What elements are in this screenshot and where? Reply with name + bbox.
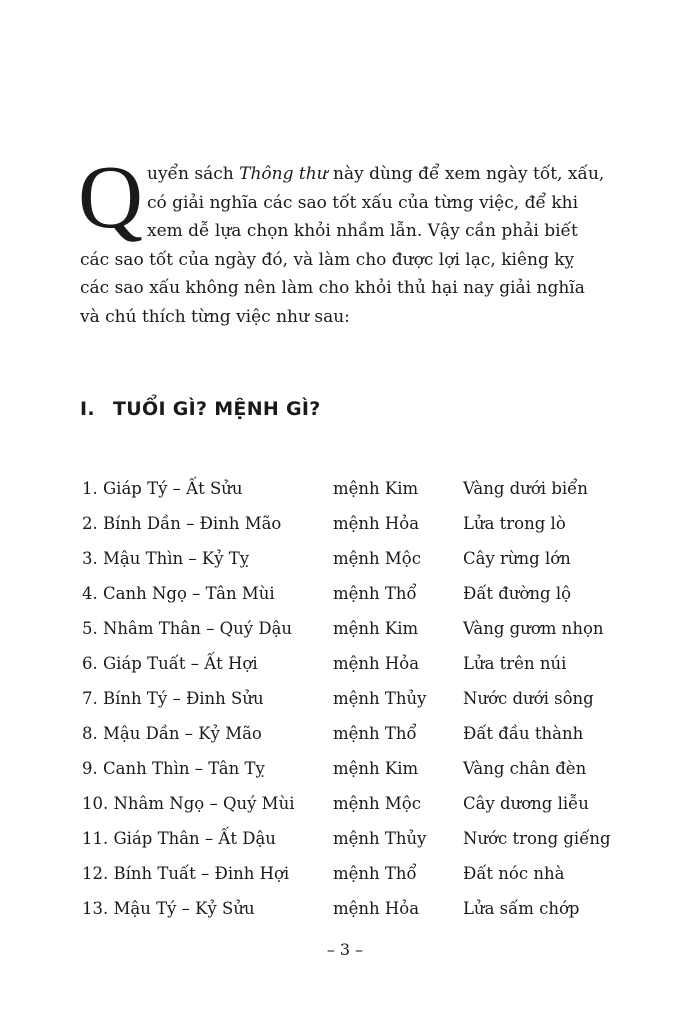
menh-meaning: Đất nóc nhà bbox=[463, 864, 565, 883]
age-pair: 7. Bính Tý – Đinh Sửu bbox=[82, 689, 264, 708]
age-pair: 12. Bính Tuất – Đinh Hợi bbox=[82, 864, 290, 883]
table-row bbox=[82, 826, 622, 861]
section-number: I. bbox=[80, 398, 95, 420]
menh-element: mệnh Hỏa bbox=[333, 899, 420, 918]
book-title: Thông thư bbox=[239, 164, 328, 184]
menh-element: mệnh Hỏa bbox=[333, 654, 420, 673]
table-row bbox=[82, 581, 622, 616]
menh-meaning: Cây dương liễu bbox=[463, 794, 589, 813]
menh-meaning: Vàng chân đèn bbox=[463, 759, 587, 778]
menh-meaning: Đất đầu thành bbox=[463, 724, 584, 743]
menh-meaning: Vàng gươm nhọn bbox=[463, 619, 604, 638]
age-pair: 6. Giáp Tuất – Ất Hợi bbox=[82, 654, 258, 673]
menh-meaning: Đất đường lộ bbox=[463, 584, 572, 603]
table-row bbox=[82, 721, 622, 756]
age-pair: 13. Mậu Tý – Kỷ Sửu bbox=[82, 899, 255, 918]
table-row bbox=[82, 476, 622, 511]
age-pair: 11. Giáp Thân – Ất Dậu bbox=[82, 829, 276, 848]
menh-element: mệnh Kim bbox=[333, 619, 419, 638]
age-pair: 4. Canh Ngọ – Tân Mùi bbox=[82, 584, 275, 603]
menh-element: mệnh Thổ bbox=[333, 724, 417, 743]
menh-element: mệnh Mộc bbox=[333, 794, 421, 813]
page-number: – 3 – bbox=[326, 940, 364, 959]
menh-element: mệnh Thổ bbox=[333, 584, 417, 603]
age-pair: 1. Giáp Tý – Ất Sửu bbox=[82, 479, 243, 498]
menh-meaning: Lửa trong lò bbox=[463, 514, 566, 533]
age-pair: 5. Nhâm Thân – Quý Dậu bbox=[82, 619, 293, 638]
table-row bbox=[82, 511, 622, 546]
menh-element: mệnh Kim bbox=[333, 479, 419, 498]
menh-meaning: Vàng dưới biển bbox=[463, 479, 588, 498]
intro-text-start: uyển sách bbox=[147, 164, 240, 184]
menh-meaning: Cây rừng lớn bbox=[463, 549, 571, 568]
age-pair: 8. Mậu Dần – Kỷ Mão bbox=[82, 724, 262, 743]
menh-element: mệnh Hỏa bbox=[333, 514, 420, 533]
table-row bbox=[82, 896, 622, 931]
intro-paragraph bbox=[78, 148, 605, 332]
menh-element: mệnh Thủy bbox=[333, 829, 427, 848]
menh-meaning: Lửa sấm chớp bbox=[463, 899, 580, 918]
menh-meaning: Lửa trên núi bbox=[463, 654, 567, 673]
age-pair: 9. Canh Thìn – Tân Tỵ bbox=[82, 759, 265, 778]
section-title: TUỔI GÌ? MỆNH GÌ? bbox=[113, 398, 321, 420]
table-row bbox=[82, 756, 622, 791]
table-row bbox=[82, 791, 622, 826]
table-row bbox=[82, 861, 622, 896]
table-row bbox=[82, 651, 622, 686]
section-heading bbox=[80, 398, 321, 420]
age-pair: 3. Mậu Thìn – Kỷ Tỵ bbox=[82, 549, 250, 568]
table-row bbox=[82, 686, 622, 721]
table-row bbox=[82, 546, 622, 581]
menh-element: mệnh Kim bbox=[333, 759, 419, 778]
intro-text-rest: này dùng để xem ngày tốt, xấu, có giải nghĩa các sao tốt xấu của từng việc, để khi xem dễ lựa chọn khỏi nhầm lẫn. Vậy cần phải biết các sao tốt của ngày đó, và làm cho được lợi lạc, kiêng kỵ các sao xấu không nên làm cho khỏi thủ hại nay giải nghĩa và chú thích từng việc như sau: bbox=[80, 164, 605, 327]
menh-element: mệnh Mộc bbox=[333, 549, 421, 568]
menh-meaning: Nước trong giếng bbox=[463, 829, 611, 848]
menh-meaning: Nước dưới sông bbox=[463, 689, 594, 708]
drop-cap: Q bbox=[78, 148, 143, 247]
menh-element: mệnh Thổ bbox=[333, 864, 417, 883]
age-pair: 10. Nhâm Ngọ – Quý Mùi bbox=[82, 794, 295, 813]
menh-element: mệnh Thủy bbox=[333, 689, 427, 708]
age-pair: 2. Bính Dần – Đinh Mão bbox=[82, 514, 282, 533]
table-row bbox=[82, 616, 622, 651]
destiny-table bbox=[82, 476, 622, 931]
